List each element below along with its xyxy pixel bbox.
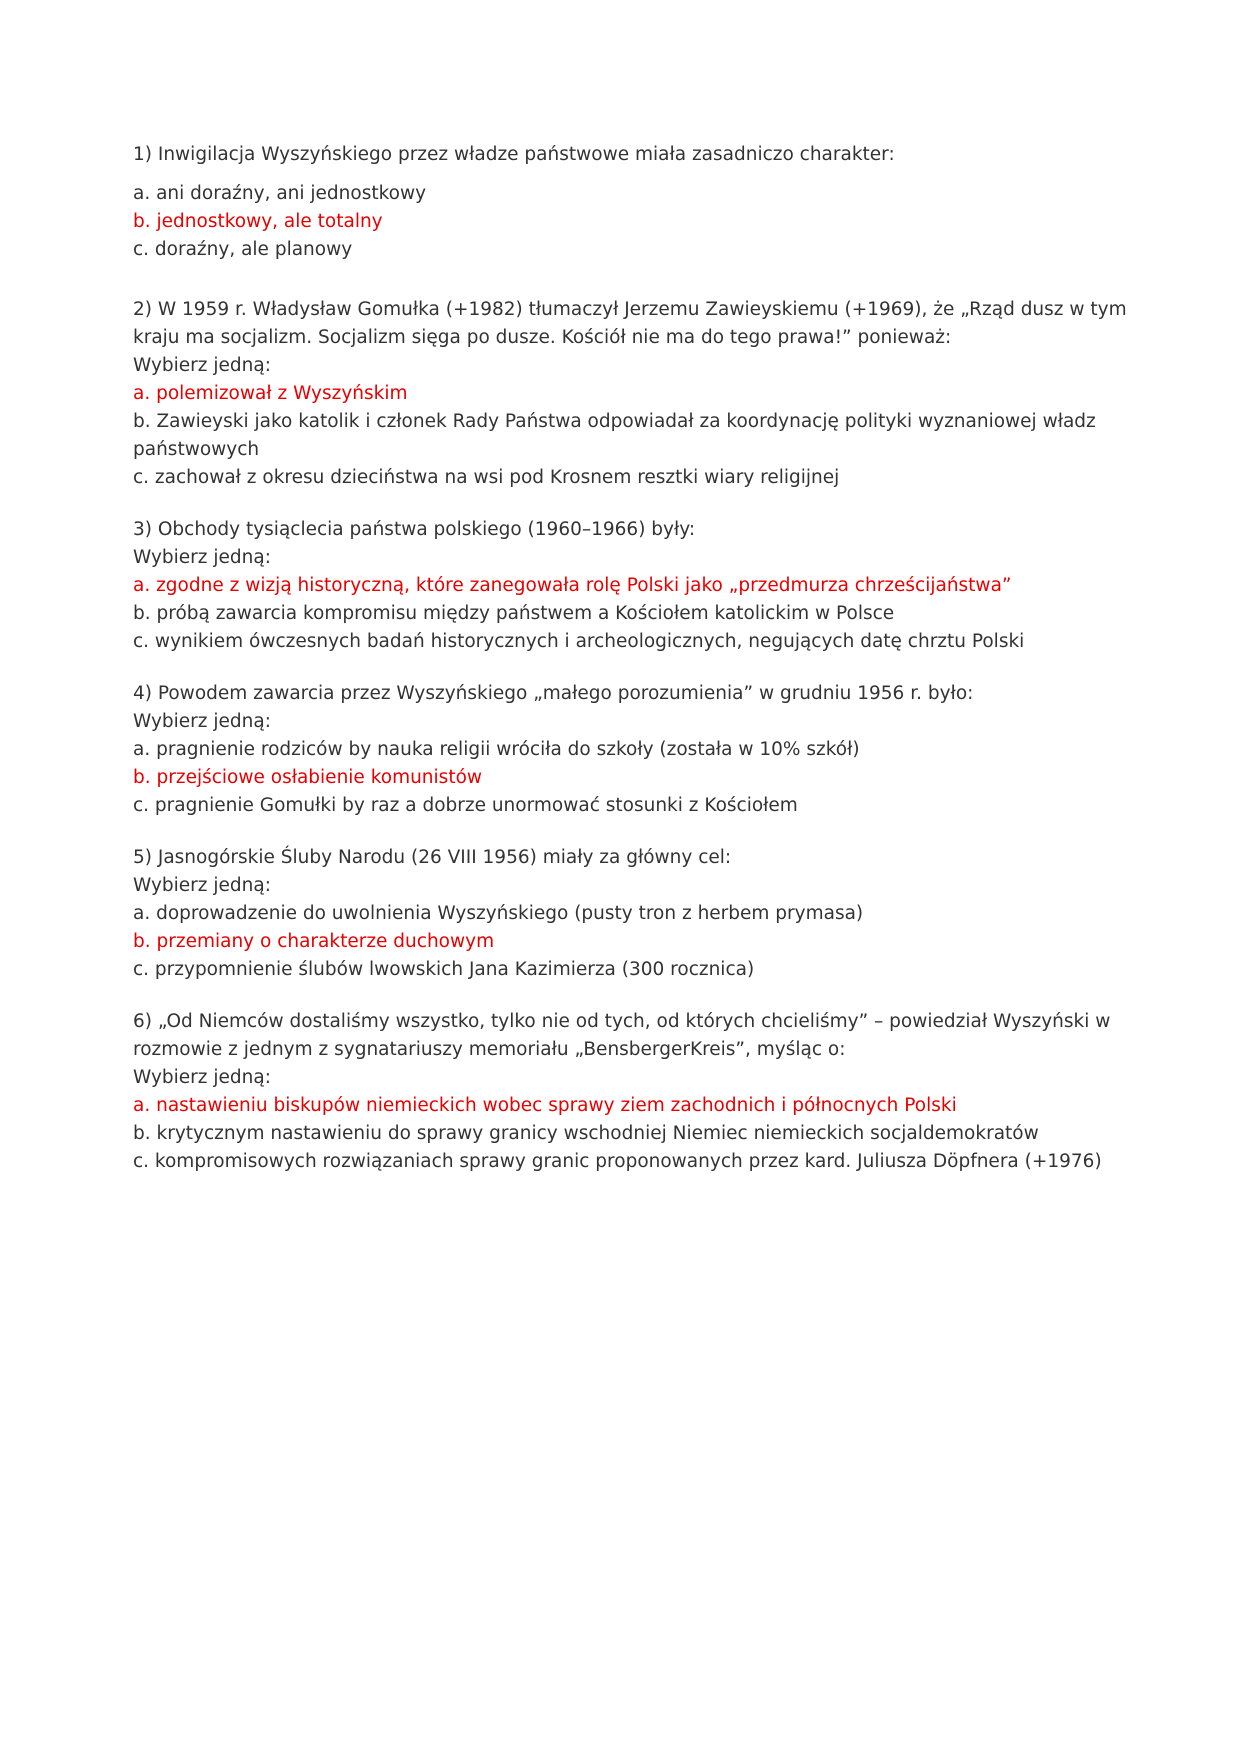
question-prompt: 1) Inwigilacja Wyszyńskiego przez władze państwowe miała zasadniczo charakter: [133,144,895,165]
options-list [133,380,1128,492]
questions-list [133,141,1128,1176]
question-prompt: 5) Jasnogórskie Śluby Narodu (26 VIII 1956) miały za główny cel: [133,847,732,868]
answer-option: b. jednostkowy, ale totalny [133,211,383,232]
answer-option: b. przemiany o charakterze duchowym [133,931,495,952]
options-list [133,180,1128,264]
answer-option: b. przejściowe osłabienie komunistów [133,767,483,788]
choose-one-label: Wybierz jedną: [133,711,271,732]
answer-option: c. przypomnienie ślubów lwowskich Jana Kazimierza (300 rocznica) [133,959,755,980]
question-prompt: 6) „Od Niemców dostaliśmy wszystko, tylko nie od tych, od których chcieliśmy” – powiedział Wyszyński w rozmowie z jednym z sygnatariuszy memoriału „BensbergerKreis”, myśląc o: [133,1011,1111,1060]
question-prompt: 4) Powodem zawarcia przez Wyszyńskiego „małego porozumienia” w grudniu 1956 r. było: [133,683,974,704]
answer-option: a. ani doraźny, ani jednostkowy [133,183,427,204]
question-block [133,1008,1128,1176]
answer-option: c. wynikiem ówczesnych badań historycznych i archeologicznych, negujących datę chrztu Polski [133,631,1025,652]
question-block [133,516,1128,656]
choose-one-label: Wybierz jedną: [133,875,271,896]
answer-option: a. nastawieniu biskupów niemieckich wobec sprawy ziem zachodnich i północnych Polski [133,1095,957,1116]
answer-option: c. doraźny, ale planowy [133,239,353,260]
choose-one-label: Wybierz jedną: [133,355,271,376]
question-prompt: 2) W 1959 r. Władysław Gomułka (+1982) tłumaczył Jerzemu Zawieyskiemu (+1969), że „Rząd dusz w tym kraju ma socjalizm. Socjalizm sięga po dusze. Kościół nie ma do tego prawa!” ponieważ: [133,299,1127,348]
answer-option: b. krytycznym nastawieniu do sprawy granicy wschodniej Niemiec niemieckich socjaldemokratów [133,1123,1039,1144]
answer-option: b. Zawieyski jako katolik i członek Rady Państwa odpowiadał za koordynację polityki wyznaniowej władz państwowych [133,411,1096,460]
question-prompt: 3) Obchody tysiąclecia państwa polskiego (1960–1966) były: [133,519,696,540]
choose-one-label: Wybierz jedną: [133,1067,271,1088]
options-list [133,736,1128,820]
answer-option: c. kompromisowych rozwiązaniach sprawy granic proponowanych przez kard. Juliusza Döpfnera (+1976) [133,1151,1102,1172]
choose-one-label: Wybierz jedną: [133,547,271,568]
options-list [133,1092,1128,1176]
answer-option: a. zgodne z wizją historyczną, które zanegowała rolę Polski jako „przedmurza chrześcijaństwa” [133,575,1012,596]
question-block [133,680,1128,820]
answer-option: c. zachował z okresu dzieciństwa na wsi pod Krosnem resztki wiary religijnej [133,467,840,488]
question-block [133,296,1128,492]
answer-option: a. polemizował z Wyszyńskim [133,383,408,404]
answer-option: b. próbą zawarcia kompromisu między państwem a Kościołem katolickim w Polsce [133,603,895,624]
options-list [133,572,1128,656]
question-block [133,141,1128,264]
question-block [133,844,1128,984]
options-list [133,900,1128,984]
answer-option: a. doprowadzenie do uwolnienia Wyszyńskiego (pusty tron z herbem prymasa) [133,903,864,924]
answer-option: a. pragnienie rodziców by nauka religii wróciła do szkoły (została w 10% szkół) [133,739,860,760]
answer-option: c. pragnienie Gomułki by raz a dobrze unormować stosunki z Kościołem [133,795,798,816]
